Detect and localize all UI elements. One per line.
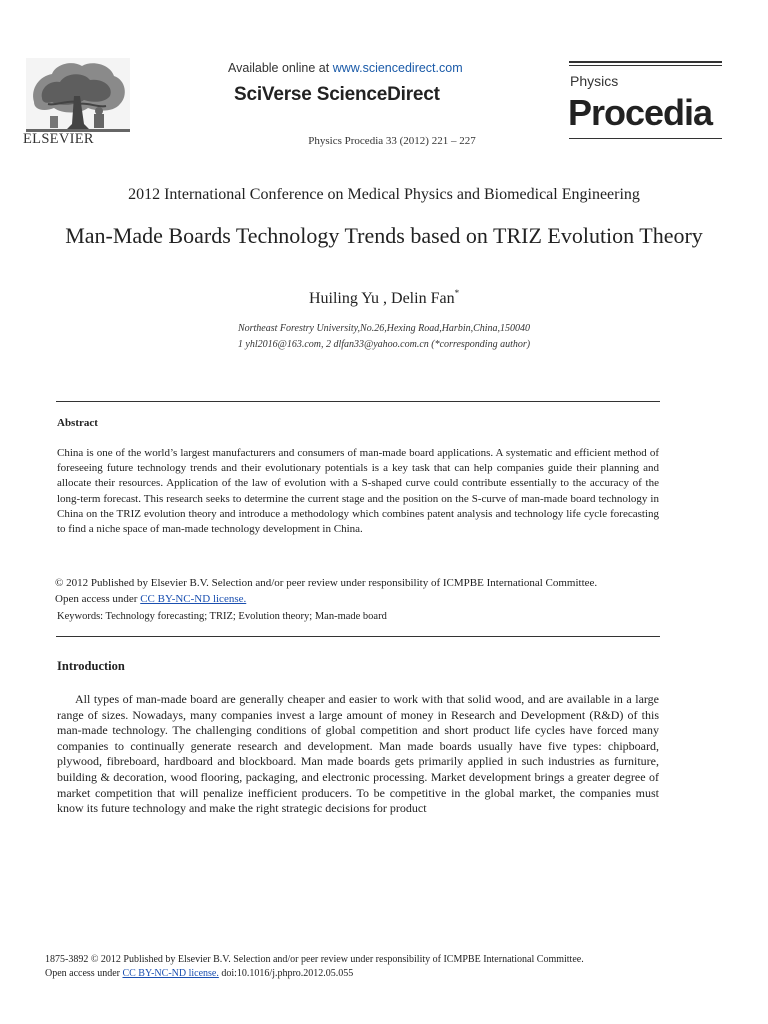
copyright-notice: © 2012 Published by Elsevier B.V. Selection and/or peer review under responsibility of ICMPBE International Committee. Open access under CC BY-NC-ND license. — [55, 577, 598, 605]
authors: Huiling Yu , Delin Fan* — [308, 288, 460, 307]
keywords: Keywords: Technology forecasting; TRIZ; Evolution theory; Man-made board — [57, 611, 387, 622]
affiliation-address: Northeast Forestry University,No.26,Hexing Road,Harbin,China,150040 — [237, 323, 531, 334]
doi: doi:10.1016/j.phpro.2012.05.055 — [218, 968, 354, 979]
abstract-text: China is one of the world’s largest manufacturers and consumers of man-made board applications. A systematic and efficient method of foreseeing future technology trends and their evolutionary potentials is a key task that can help companies guide their planning and allocate their resources. Application of the law of evolution with a S-shaped curve could contribute essentially to the accuracy of the long-term forecast. This research seeks to determine the current stage and the position on the S-curve of man-made board technology in China on the TRIZ evolution theory and introduce a methodology which combines patent analysis and technology life cycle forecasting to find a niche space of man-made technology development in China. — [57, 447, 659, 536]
paper-title: Man-Made Boards Technology Trends based on TRIZ Evolution Theory — [65, 223, 703, 248]
available-online: Available online at www.sciencedirect.com — [228, 61, 463, 75]
elsevier-wordmark: ELSEVIER — [23, 131, 94, 147]
journal-name-top: Physics — [570, 73, 619, 89]
platform-name: SciVerse ScienceDirect — [234, 84, 440, 105]
corresponding-mark: * — [454, 288, 460, 298]
journal-name-bottom: Procedia — [568, 92, 713, 133]
license-link[interactable]: CC BY-NC-ND license. — [140, 593, 247, 605]
abstract-heading: Abstract — [57, 417, 98, 429]
citation: Physics Procedia 33 (2012) 221 – 227 — [308, 135, 476, 147]
introduction-heading: Introduction — [57, 659, 125, 673]
divider-top — [56, 401, 660, 402]
journal-top-rules — [569, 61, 722, 66]
journal-bottom-rule — [569, 138, 722, 139]
sciencedirect-link[interactable]: www.sciencedirect.com — [332, 61, 463, 75]
conference-name: 2012 International Conference on Medical Physics and Biomedical Engineering — [128, 186, 640, 203]
introduction-text: All types of man-made board are generally cheaper and easier to work with that solid wood, and are available in a large range of sizes. Nowadays, many companies invest a large amount of money in Research and Development (R&D) of this man-made technology. The challenging conditions of global competition and short product life cycles have forced many companies to continually generate research and development. Man made boards usually have five types: chipboard, plywood, fibreboard, hardboard and blockboard. Man made boards gets primarily applied in such industries as furniture, building & decoration, wood flooring, packaging, and electronic processing. Market development brings a greater degree of market competition that will penalize inefficient producers. To be competitive in the global market, the companies must know its future technology and make the right strategic decisions for product — [57, 692, 659, 816]
affiliation — [0, 321, 768, 353]
divider-bottom — [56, 636, 660, 637]
footer-license-link[interactable]: CC BY-NC-ND license. — [122, 968, 219, 979]
footer: 1875-3892 © 2012 Published by Elsevier B.V. Selection and/or peer review under responsibility of ICMPBE International Committee. Open access under CC BY-NC-ND license. doi:10.1016/j.phpro.2012.05.055 — [45, 954, 584, 979]
affiliation-emails: 1 yhl2016@163.com, 2 dlfan33@yahoo.com.cn (*corresponding author) — [237, 339, 531, 350]
